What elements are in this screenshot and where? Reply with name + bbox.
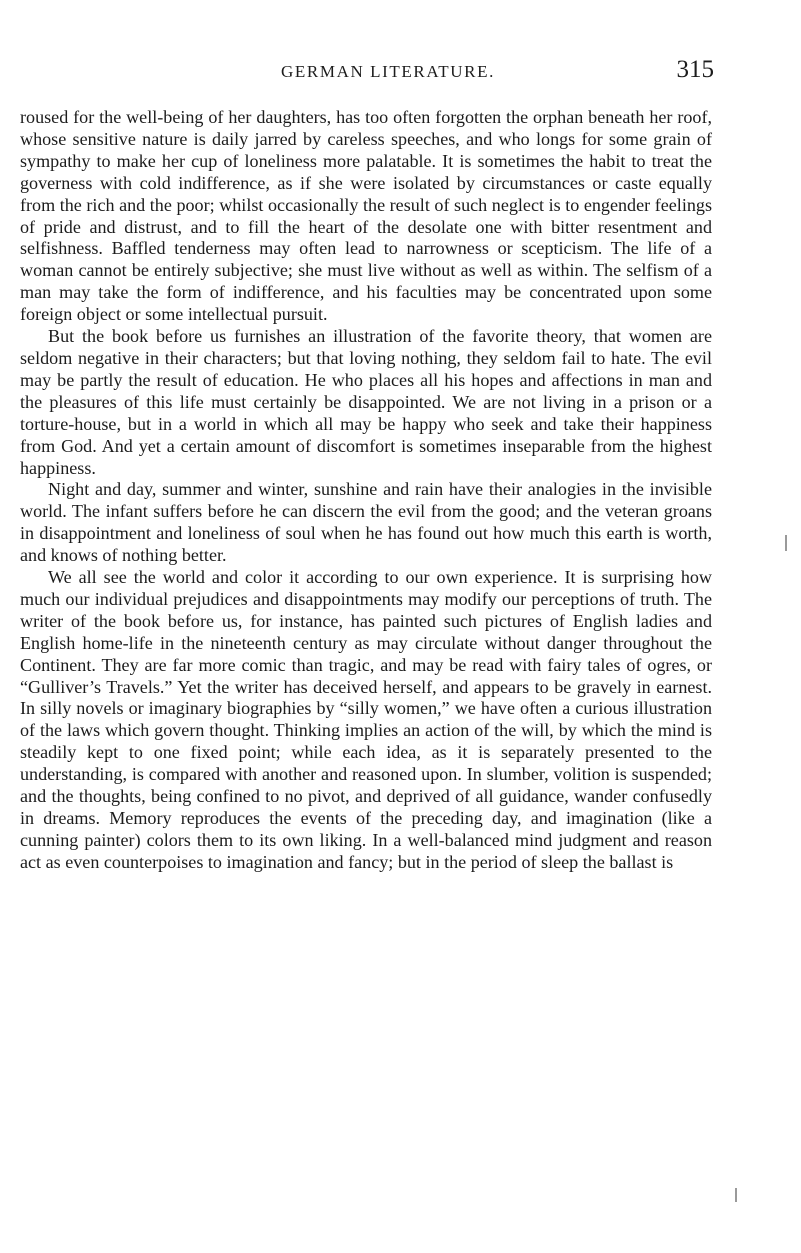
paragraph-3: Night and day, summer and winter, sunshine and rain have their analogies in the invisible world. The infant suffers before he can discern the evil from the good; and the veteran groans in disappointment and loneliness of soul when he has found out how much this earth is worth, and knows of nothing better.	[20, 479, 712, 566]
paragraph-2: But the book before us furnishes an illustration of the favorite theory, that women are seldom negative in their characters; but that loving nothing, they seldom fail to hate. The evil may be partly the result of education. He who places all his hopes and affections in man and the pleasures of this life must certainly be disappointed. We are not living in a prison or a torture-house, but in a world in which all may be happy who seek and take their happiness from God. And yet a certain amount of discomfort is sometimes inseparable from the highest happiness.	[20, 326, 712, 478]
running-title: GERMAN LITERATURE.	[281, 62, 495, 81]
paragraph-4: We all see the world and color it according to our own experience. It is surprising how much our individual prejudices and disappointments may modify our perceptions of truth. The writer of the book before us, for instance, has painted such pictures of English ladies and English home-life in the nineteenth century as may circulate without danger throughout the Continent. They are far more comic than tragic, and may be read with fairy tales of ogres, or “Gulliver’s Travels.” Yet the writer has deceived herself, and appears to be gravely in earnest. In silly novels or imaginary biographies by “silly women,” we have often a curious illustration of the laws which govern thought. Thinking implies an action of the will, by which the mind is steadily kept to one fixed point; while each idea, as it is separately presented to the understanding, is compared with another and reasoned upon. In slumber, volition is suspended; and the thoughts, being confined to no pivot, and deprived of all guidance, wander confusedly in dreams. Memory reproduces the events of the preceding day, and imagination (like a cunning painter) colors them to its own liking. In a well-balanced mind judgment and reason act as even counterpoises to imagination and fancy; but in the period of sleep the ballast is	[20, 567, 712, 872]
paragraph-1: roused for the well-being of her daughters, has too often forgotten the orphan beneath her roof, whose sensitive nature is daily jarred by careless speeches, and who longs for some grain of sympathy to make her cup of loneliness more palatable. It is sometimes the habit to treat the governess with cold indifference, as if she were isolated by circumstances or caste equally from the rich and the poor; whilst occasionally the result of such neglect is to engender feelings of pride and distrust, and to fill the heart of the desolate one with bitter resentment and selfishness. Baffled tenderness may often lead to narrowness or scepticism. The life of a woman cannot be entirely subjective; she must live without as well as within. The selfism of a man may take the form of indifference, and his faculties may be concentrated upon some foreign object or some intellectual pursuit.	[20, 107, 712, 325]
scan-edge-mark	[785, 535, 787, 551]
page-number: 315	[676, 56, 714, 83]
body-text	[20, 107, 712, 874]
scan-edge-mark	[735, 1188, 737, 1202]
page-header	[18, 56, 714, 90]
